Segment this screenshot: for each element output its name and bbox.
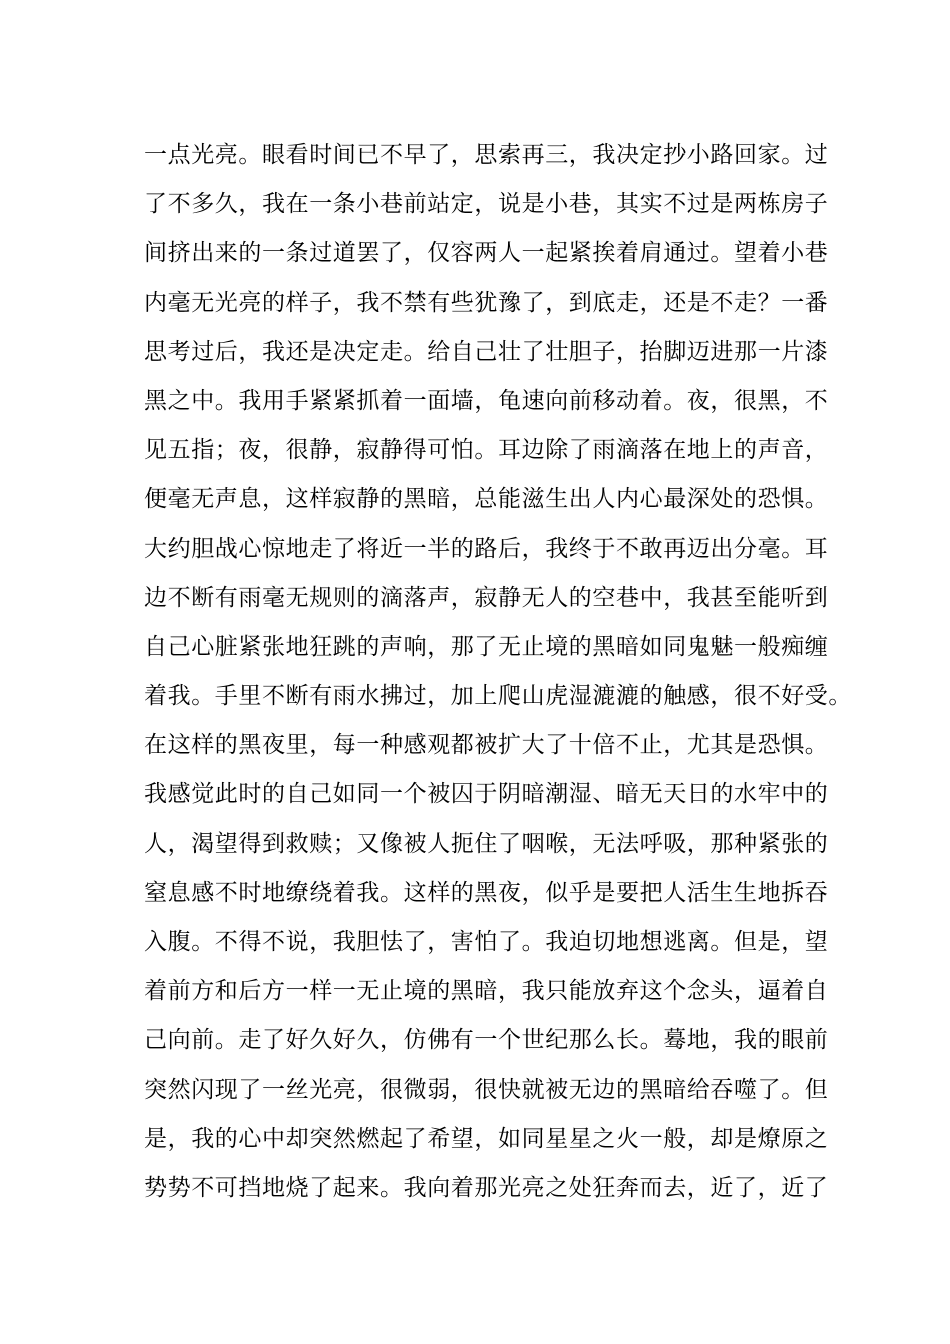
text-line: 黑之中。我用手紧紧抓着一面墙，龟速向前移动着。夜，很黑，不 [144, 387, 829, 414]
text-line: 了不多久，我在一条小巷前站定，说是小巷，其实不过是两栋房子 [144, 191, 829, 218]
text-line: 是，我的心中却突然燃起了希望，如同星星之火一般，却是燎原之 [144, 1125, 829, 1152]
text-line: 在这样的黑夜里，每一种感观都被扩大了十倍不止，尤其是恐惧。 [144, 732, 829, 759]
text-line: 便毫无声息，这样寂静的黑暗，总能滋生出人内心最深处的恐惧。 [144, 486, 829, 513]
text-line: 我感觉此时的自己如同一个被囚于阴暗潮湿、暗无天日的水牢中的 [144, 781, 829, 808]
body-text [144, 131, 852, 1213]
text-line: 己向前。走了好久好久，仿佛有一个世纪那么长。蓦地，我的眼前 [144, 1027, 829, 1054]
text-line: 势势不可挡地烧了起来。我向着那光亮之处狂奔而去，近了，近了 [144, 1174, 829, 1201]
text-line: 入腹。不得不说，我胆怯了，害怕了。我迫切地想逃离。但是，望 [144, 929, 829, 955]
text-line: 一点光亮。眼看时间已不早了，思索再三，我决定抄小路回家。过 [144, 142, 829, 168]
text-line: 内毫无光亮的样子，我不禁有些犹豫了，到底走，还是不走？一番 [144, 289, 829, 316]
text-line: 边不断有雨毫无规则的滴落声，寂静无人的空巷中，我甚至能听到 [144, 584, 829, 611]
text-line: 人，渴望得到救赎；又像被人扼住了咽喉，无法呼吸，那种紧张的 [144, 830, 829, 857]
text-line: 着我。手里不断有雨水拂过，加上爬山虎湿漉漉的触感，很不好受。 [144, 683, 852, 710]
text-line: 窒息感不时地缭绕着我。这样的黑夜，似乎是要把人活生生地拆吞 [144, 879, 829, 906]
text-line: 思考过后，我还是决定走。给自己壮了壮胆子，抬脚迈进那一片漆 [144, 338, 829, 365]
text-line: 大约胆战心惊地走了将近一半的路后，我终于不敢再迈出分毫。耳 [144, 535, 829, 562]
text-line: 着前方和后方一样一无止境的黑暗，我只能放弃这个念头，逼着自 [144, 978, 829, 1005]
text-line: 自己心脏紧张地狂跳的声响，那了无止境的黑暗如同鬼魅一般痴缠 [144, 633, 829, 660]
text-line: 间挤出来的一条过道罢了，仅容两人一起紧挨着肩通过。望着小巷 [144, 240, 829, 267]
text-line: 见五指；夜，很静，寂静得可怕。耳边除了雨滴落在地上的声音， [144, 437, 829, 464]
text-line: 突然闪现了一丝光亮，很微弱，很快就被无边的黑暗给吞噬了。但 [144, 1076, 829, 1103]
